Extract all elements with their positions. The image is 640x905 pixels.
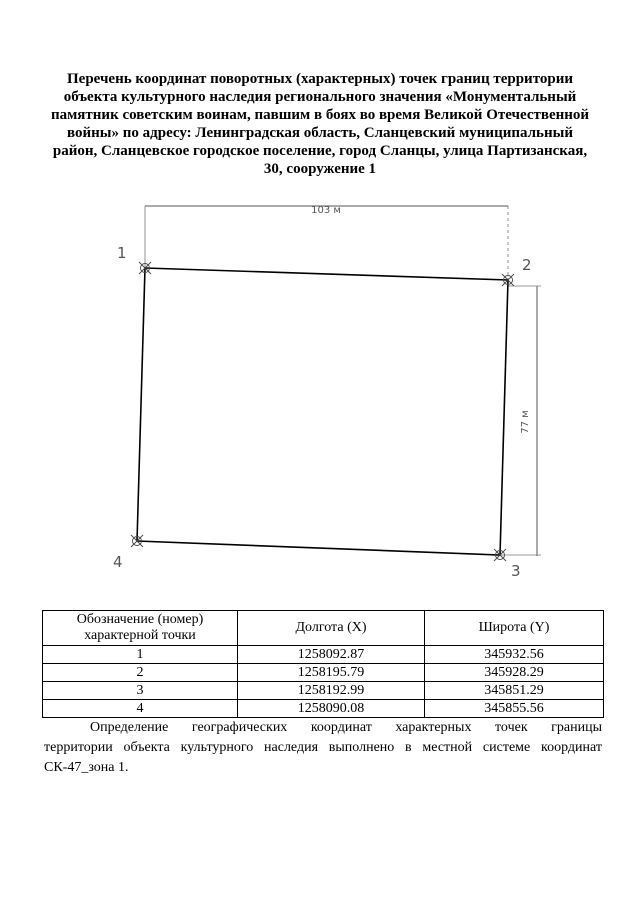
point-marker-3	[494, 549, 506, 561]
table-row	[43, 700, 604, 718]
cell-point: 1	[43, 646, 238, 664]
point-label-1: 1	[117, 244, 127, 262]
document-title	[50, 70, 590, 178]
cell-x: 1258192.99	[238, 682, 425, 700]
cell-y: 345851.29	[425, 682, 604, 700]
boundary-plan	[0, 190, 640, 590]
title-line: войны» по адресу: Ленинградская область, Сланцевский муниципальный	[67, 125, 573, 141]
point-label-4: 4	[113, 553, 123, 571]
note-line: СК-47_зона 1.	[44, 760, 129, 775]
point-label-3: 3	[511, 562, 521, 580]
coordinate-system-note	[44, 718, 602, 778]
cell-x: 1258090.08	[238, 700, 425, 718]
table-row	[43, 646, 604, 664]
boundary-plan-drawing	[0, 190, 640, 590]
table-row	[43, 682, 604, 700]
table-header-row	[43, 611, 604, 646]
boundary-polygon	[137, 268, 508, 555]
point-label-2: 2	[522, 256, 532, 274]
top-dimension-label: 103 м	[311, 205, 341, 216]
note-line: территории объекта культурного наследия выполнено в местной системе координат	[44, 740, 602, 755]
title-line: объекта культурного наследия регионального значения «Монументальный	[63, 89, 577, 105]
header-latitude: Широта (Y)	[425, 611, 604, 646]
cell-x: 1258195.79	[238, 664, 425, 682]
point-marker-2	[502, 274, 514, 286]
point-marker-4	[131, 535, 143, 547]
cell-point: 4	[43, 700, 238, 718]
title-line: Перечень координат поворотных (характерных) точек границ территории	[67, 71, 573, 87]
header-designation-line: Обозначение (номер)	[76, 612, 204, 627]
cell-x: 1258092.87	[238, 646, 425, 664]
cell-point: 2	[43, 664, 238, 682]
table-row	[43, 664, 604, 682]
cell-y: 345932.56	[425, 646, 604, 664]
title-line: 30, сооружение 1	[263, 161, 377, 177]
title-line: район, Сланцевское городское поселение, город Сланцы, улица Партизанская,	[52, 143, 588, 159]
header-designation	[43, 611, 238, 646]
cell-y: 345855.56	[425, 700, 604, 718]
cell-point: 3	[43, 682, 238, 700]
cell-y: 345928.29	[425, 664, 604, 682]
coordinates-table	[42, 610, 604, 718]
note-line: Определение географических координат характерных точек границы	[90, 720, 602, 735]
header-longitude: Долгота (X)	[238, 611, 425, 646]
right-dimension-label: 77 м	[520, 410, 531, 434]
title-line: памятник советским воинам, павшим в боях во время Великой Отечественной	[50, 107, 590, 123]
header-designation-line: характерной точки	[84, 628, 196, 643]
point-marker-1	[139, 262, 151, 274]
